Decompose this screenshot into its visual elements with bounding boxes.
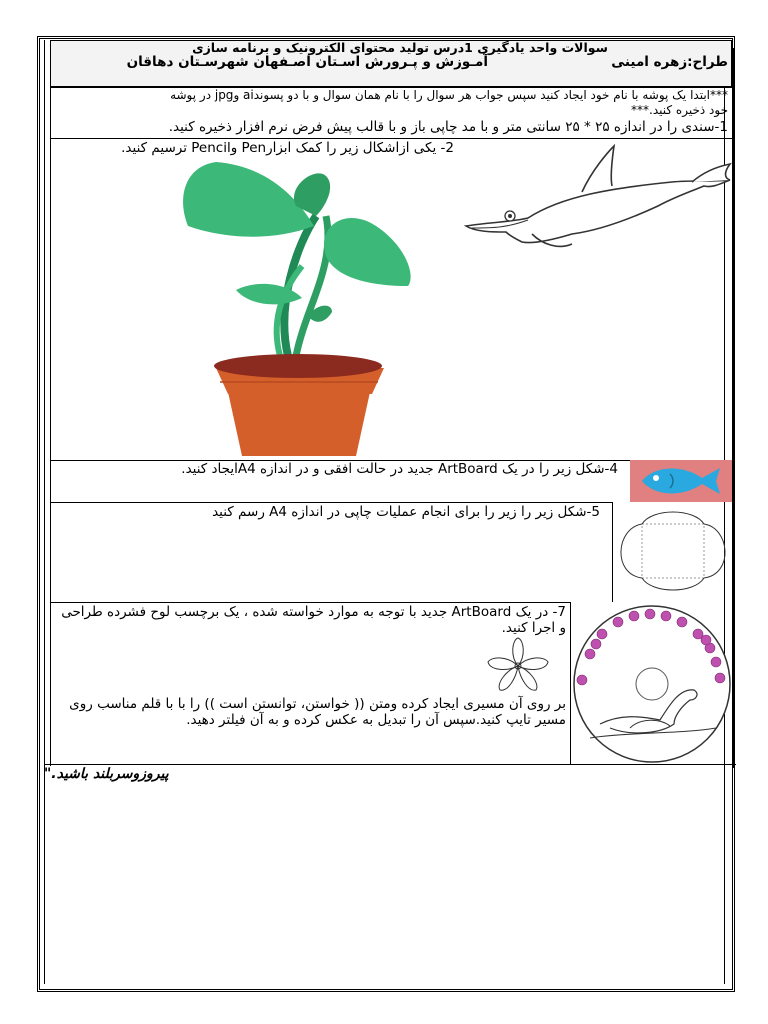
header-organization: آمـوزش و پـرورش اسـتان اصـفهان شهرسـتان دهاقان <box>126 54 488 70</box>
row-divider-intro <box>50 86 734 87</box>
row-divider-q7 <box>50 602 570 603</box>
dolphin-drawing <box>462 140 734 252</box>
intro-line-1: ***ابتدا یک پوشه با نام خود ایجاد کنید سپس جواب هر سوال را با نام همان سوال و با دو پسوندai وjpg در پوشه <box>170 88 728 102</box>
row-divider-q5 <box>50 502 612 503</box>
question-2: 2- یکی ازاشکال زیر را کمک ابزارPen وPencil ترسیم کنید. <box>121 140 454 156</box>
row-divider-end <box>44 764 736 765</box>
fish-drawing <box>630 460 732 502</box>
plant-pot-drawing <box>176 156 420 458</box>
envelope-dieline <box>612 502 734 598</box>
flower-outline <box>476 636 560 696</box>
question-5: 5-شکل زیر را زیر را برای انجام عملیات چاپی در اندازه A4 رسم کنید <box>212 504 600 520</box>
question-1: 1-سندی را در اندازه ۲۵ * ۲۵ سانتی متر و با مد چاپی باز و با قالب پیش فرض نرم افزار ذخیره کنید. <box>168 119 728 135</box>
question-7-part-1: 7- در یک ArtBoard جدید با توجه به موارد خواسته شده ، یک برچسب لوح فشرده طراحی و اجرا کنید. <box>61 604 566 636</box>
row-divider-q2 <box>50 138 734 139</box>
question-7-part-2: بر روی آن مسیری ایجاد کرده ومتن (( خواستن، توانستن است )) را با با قلم مناسب روی مسیر تایپ کنید.سپس آن را تبدیل به عکس کرده و به آن فیلتر دهید. <box>69 696 566 728</box>
question-4: 4-شکل زیر را در یک ArtBoard جدید در حالت افقی و در اندازه A4ایجاد کنید. <box>181 461 618 477</box>
table-left-border <box>50 86 51 766</box>
closing-message: پیروزوسربلند باشید." <box>44 766 169 782</box>
intro-line-2: خود ذخیره کنید.*** <box>631 103 728 117</box>
page-inner-left-border <box>44 40 45 984</box>
header-title: سوالات واحد یادگیری 1درس تولید محتوای الکترونیک و برنامه سازی <box>192 40 608 55</box>
header-designer: طراح:زهره امینی <box>611 54 728 70</box>
cd-label-drawing <box>570 604 734 764</box>
